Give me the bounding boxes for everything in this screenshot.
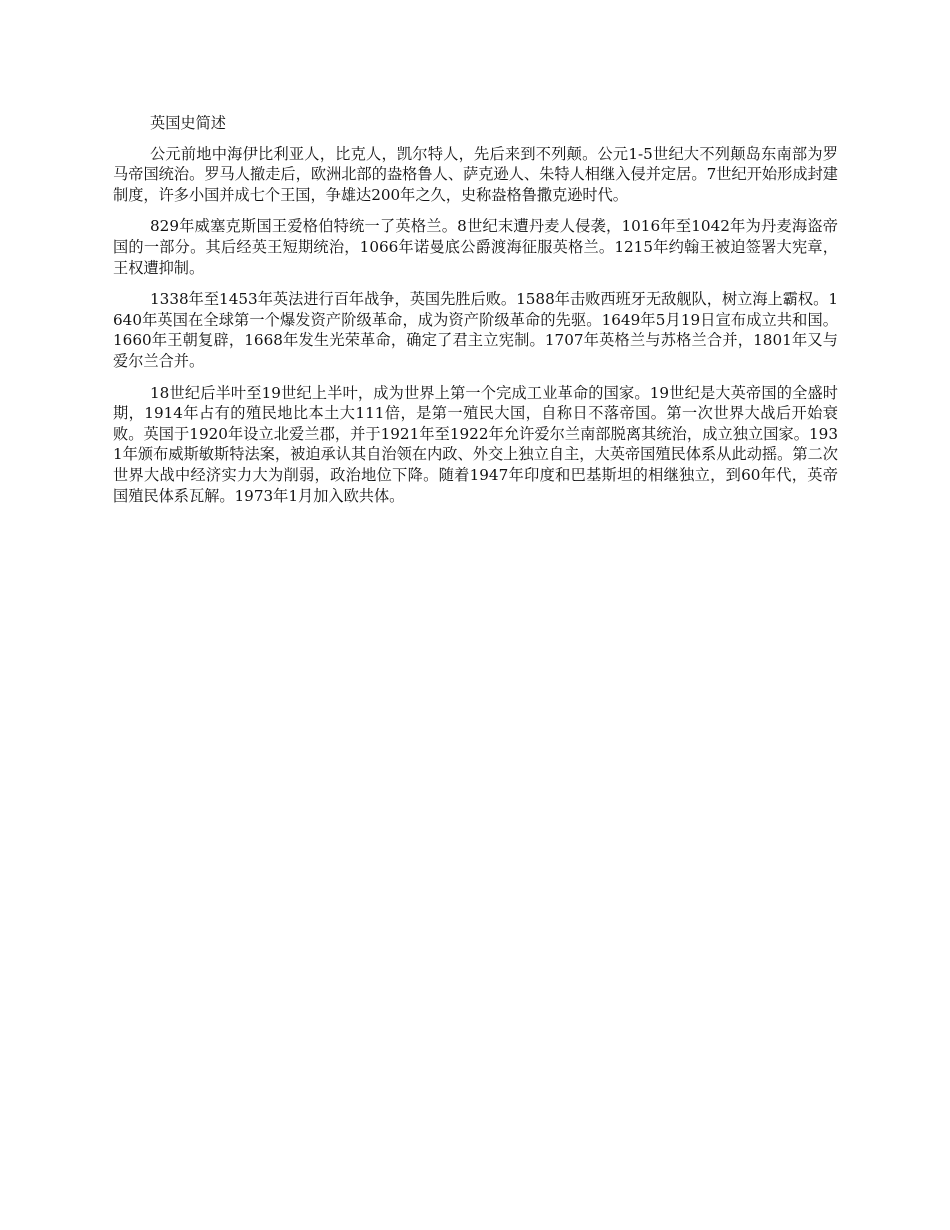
- paragraph-3: 1338年至1453年英法进行百年战争，英国先胜后败。1588年击败西班牙无敌舰队，树立海上霸权。1640年英国在全球第一个爆发资产阶级革命，成为资产阶级革命的先驱。1649年5月19日宣布成立共和国。1660年王朝复辟，1668年发生光荣革命，确定了君主立宪制。1707年英格兰与苏格兰合并，1801年又与爱尔兰合并。: [113, 290, 838, 370]
- document-title: 英国史简述: [150, 114, 226, 132]
- paragraph-4: 18世纪后半叶至19世纪上半叶，成为世界上第一个完成工业革命的国家。19世纪是大英帝国的全盛时期，1914年占有的殖民地比本土大111倍，是第一殖民大国，自称日不落帝国。第一次世界大战后开始衰败。英国于1920年设立北爱兰郡，并于1921年至1922年允许爱尔兰南部脱离其统治，成立独立国家。1931年颁布威斯敏斯特法案，被迫承认其自治领在内政、外交上独立自主，大英帝国殖民体系从此动摇。第二次世界大战中经济实力大为削弱，政治地位下降。随着1947年印度和巴基斯坦的相继独立，到60年代，英帝国殖民体系瓦解。1973年1月加入欧共体。: [113, 383, 838, 505]
- paragraph-2: 829年威塞克斯国王爱格伯特统一了英格兰。8世纪末遭丹麦人侵袭，1016年至1042年为丹麦海盗帝国的一部分。其后经英王短期统治，1066年诺曼底公爵渡海征服英格兰。1215年约翰王被迫签署大宪章，王权遭抑制。: [113, 217, 838, 277]
- paragraph-1: 公元前地中海伊比利亚人，比克人，凯尔特人，先后来到不列颠。公元1-5世纪大不列颠岛东南部为罗马帝国统治。罗马人撤走后，欧洲北部的盎格鲁人、萨克逊人、朱特人相继入侵并定居。7世纪开始形成封建制度，许多小国并成七个王国，争雄达200年之久，史称盎格鲁撒克逊时代。: [113, 144, 838, 204]
